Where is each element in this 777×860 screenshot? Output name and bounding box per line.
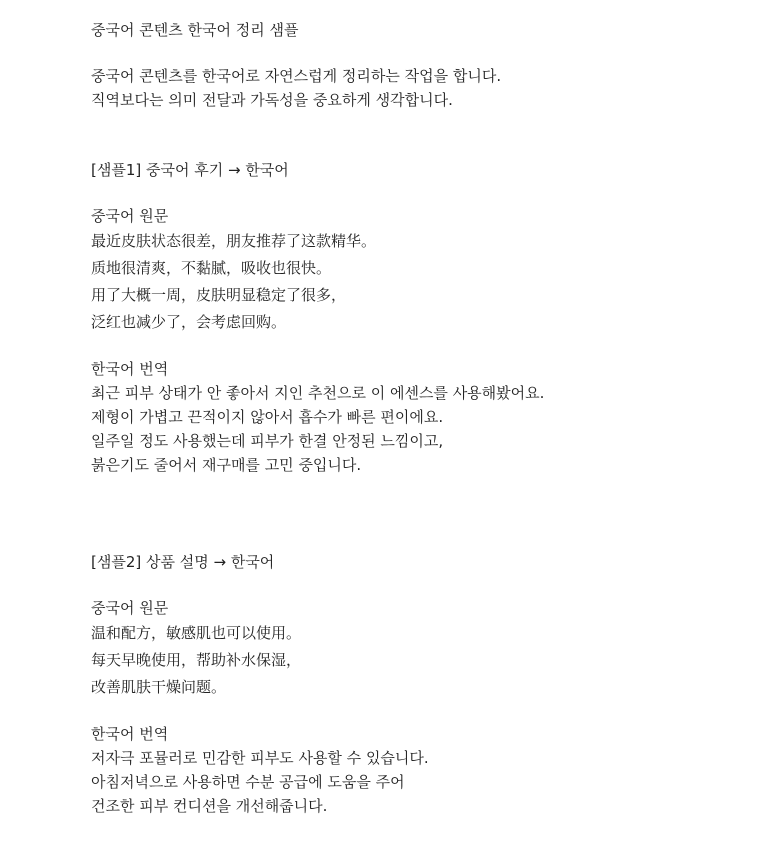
sample-2-translation-line: 저자극 포뮬러로 민감한 피부도 사용할 수 있습니다. bbox=[91, 749, 429, 767]
sample-2-translation-label: 한국어 번역 bbox=[91, 725, 169, 743]
sample-2-source-line: 改善肌肤干燥问题。 bbox=[91, 678, 227, 696]
sample-1-translation-line: 일주일 정도 사용했는데 피부가 한결 안정된 느낌이고, bbox=[91, 432, 444, 450]
sample-2-header: [샘플2] 상품 설명 → 한국어 bbox=[91, 553, 275, 571]
spacer bbox=[91, 701, 761, 722]
sample-1-translation-line: 최근 피부 상태가 안 좋아서 지인 추천으로 이 에센스를 사용해봤어요. bbox=[91, 384, 545, 402]
sample-2-section bbox=[91, 550, 761, 818]
spacer bbox=[91, 336, 761, 357]
document-page bbox=[91, 18, 761, 818]
sample-1-source-line: 用了大概一周，皮肤明显稳定了很多， bbox=[91, 286, 347, 304]
sample-1-source-line: 最近皮肤状态很差，朋友推荐了这款精华。 bbox=[91, 232, 377, 250]
sample-1-source-line: 泛红也减少了，会考虑回购。 bbox=[91, 313, 287, 331]
intro-line: 중국어 콘텐츠를 한국어로 자연스럽게 정리하는 작업을 합니다. bbox=[91, 67, 502, 85]
sample-2-translation-line: 아침저녁으로 사용하면 수분 공급에 도움을 주어 bbox=[91, 773, 405, 791]
intro-paragraph bbox=[91, 64, 761, 112]
sample-2-translation-line: 건조한 피부 컨디션을 개선해줍니다. bbox=[91, 797, 328, 815]
sample-1-translation-line: 붉은기도 줄어서 재구매를 고민 중입니다. bbox=[91, 456, 362, 474]
sample-1-source-line: 质地很清爽，不黏腻，吸收也很快。 bbox=[91, 259, 332, 277]
sample-2-source-line: 每天早晚使用，帮助补水保湿， bbox=[91, 651, 302, 669]
spacer bbox=[91, 477, 761, 550]
intro-line: 직역보다는 의미 전달과 가독성을 중요하게 생각합니다. bbox=[91, 91, 453, 109]
sample-1-section bbox=[91, 158, 761, 477]
page-title: 중국어 콘텐츠 한국어 정리 샘플 bbox=[91, 21, 299, 39]
sample-1-translation-label: 한국어 번역 bbox=[91, 360, 169, 378]
sample-1-source-label: 중국어 원문 bbox=[91, 207, 169, 225]
sample-2-source-label: 중국어 원문 bbox=[91, 599, 169, 617]
sample-1-translation-line: 제형이 가볍고 끈적이지 않아서 흡수가 빠른 편이에요. bbox=[91, 408, 444, 426]
sample-1-header: [샘플1] 중국어 후기 → 한국어 bbox=[91, 161, 289, 179]
sample-2-source-line: 温和配方，敏感肌也可以使用。 bbox=[91, 624, 302, 642]
